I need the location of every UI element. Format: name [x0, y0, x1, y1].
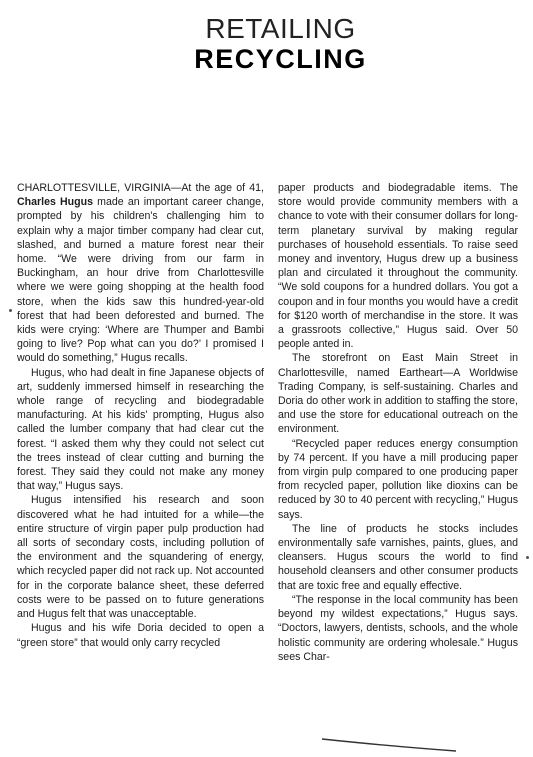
- article-header: [0, 14, 533, 74]
- paragraph-7: “Recycled paper reduces energy consumption by 74 percent. If you have a mill producing paper from virgin pulp compared to one producing paper from recycled paper, pollution like dioxins can be reduced by 30 to 40 percent with recycling,” Hugus says.: [278, 437, 518, 521]
- lead-text-start: At the age of 41,: [181, 182, 264, 194]
- article-headline: RECYCLING: [194, 44, 367, 74]
- article-column-left: [17, 181, 264, 650]
- article-column-right: [278, 181, 518, 664]
- paragraph-5: paper products and biodegradable items. The store would provide community members with a chance to vote with their consumer dollars for long-term planetary survival by making regular purchases of household essentials. To raise seed money and inventory, Hugus drew up a business plan and circulated it throughout the community. “We sold coupons for a hundred dollars. You got a coupon and in four months you would have a credit for $120 worth of merchandise in the store. It was a grassroots collective,” Hugus said. Over 50 people anted in.: [278, 182, 518, 351]
- lead-paragraph: [17, 181, 264, 366]
- paragraph-8: The line of products he stocks includes environmentally safe varnishes, paints, glues, and cleansers. Hugus scours the world to find household cleansers and other consumer products that are toxic free and equally effective.: [278, 522, 518, 592]
- paragraph-2: Hugus, who had dealt in fine Japanese objects of art, suddenly immersed himself in researching the whole range of recycling and biodegradable manufacturing. At his kids' prompting, Hugus also called the lumber company that had clear cut the forest. “I asked them why they could not select cut the trees instead of clear cutting and burning the forest. They said they could not make any money that way,” Hugus says.: [17, 366, 264, 493]
- section-kicker: RETAILING: [205, 13, 356, 44]
- paragraph-3: Hugus intensified his research and soon discovered what he had intuited for a while—the entire structure of virgin paper pulp production had all sorts of secondary costs, including pollution of the environment and the squandering of energy, which recycled paper did not rack up. Not accounted for in the corporate balance sheet, these deferred costs were to be passed on to future generations and Hugus felt that was unacceptable.: [17, 494, 264, 621]
- scan-speck: [526, 556, 529, 559]
- lead-text-rest: made an important career change, prompted by his children's challenging him to explain why a major timber company had clear cut, slashed, and burned a mature forest near their home. “We were driving from our farm in Buckingham, an hour drive from Charlottesville where we were going shopping at the health food store, when the kids saw this hundred-year-old forest that had been deforested and burned. The kids were crying: ‘Where are Thumper and Bambi going to live? Pop what can you do?’ I promised I would do something,” Hugus recalls.: [17, 196, 265, 365]
- dateline: CHARLOTTESVILLE, VIRGINIA—: [17, 182, 182, 194]
- paragraph-6: The storefront on East Main Street in Charlottesville, named Eartheart—A Worldwise Trading Company, is self-sustaining. Charles and Doria do other work in addition to staffing the store, and use the store for educational outreach on the environment.: [278, 352, 518, 436]
- subject-name: Charles Hugus: [17, 196, 93, 209]
- scan-speck: [9, 309, 12, 312]
- pen-scratch-mark: [320, 735, 460, 755]
- paragraph-9: “The response in the local community has been beyond my wildest expectations,” Hugus says. “Doctors, lawyers, dentists, schools, and the whole holistic community are ordering wholesale.” Hugus sees Char-: [278, 593, 518, 663]
- paragraph-4: Hugus and his wife Doria decided to open a “green store” that would only carry recycled: [17, 622, 264, 649]
